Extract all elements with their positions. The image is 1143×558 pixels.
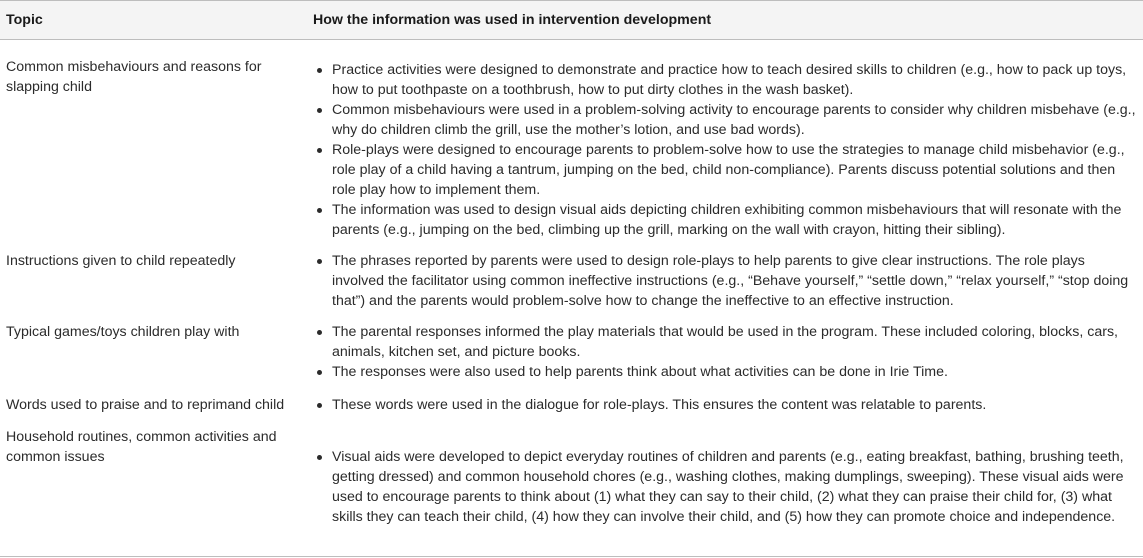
list-item: Practice activities were designed to demonstrate and practice how to teach desired skills to children (e.g., how to pack up toys, how to put toothpaste on a toothbrush, how to put dirty clothes in the wash basket). — [313, 60, 1139, 100]
row-uses — [313, 395, 1143, 415]
table-row — [0, 415, 1143, 527]
table-bottom-rule — [0, 556, 1143, 557]
row-uses — [313, 251, 1143, 311]
row-topic: Words used to praise and to reprimand child — [6, 397, 285, 413]
row-topic: Instructions given to child repeatedly — [6, 253, 236, 269]
list-item: Visual aids were developed to depict everyday routines of children and parents (e.g., eating breakfast, bathing, brushing teeth, getting dressed) and common household chores (e.g., washing clothes, making dumplings, sweeping). These visual aids were used to encourage parents to think about (1) what they can say to their child, (2) what they can praise their child for, (3) what skills they can teach their child, (4) how they can involve their child, and (5) how they can promote choice and independence. — [313, 447, 1139, 527]
row-uses — [313, 57, 1143, 240]
row-topic: Common misbehaviours and reasons for slapping child — [6, 59, 262, 95]
table-row — [0, 240, 1143, 311]
table-header-row — [0, 0, 1143, 40]
header-topic: Topic — [6, 12, 43, 28]
row-uses — [313, 427, 1143, 527]
list-item: The responses were also used to help parents think about what activities can be done in Irie Time. — [313, 362, 1139, 382]
table-row — [0, 311, 1143, 382]
table-row — [0, 382, 1143, 415]
list-item: The information was used to design visual aids depicting children exhibiting common misbehaviours that will resonate with the parents (e.g., jumping on the bed, climbing up the grill, marking on the wall with crayon, hitting their sibling). — [313, 200, 1139, 240]
row-topic: Household routines, common activities and common issues — [6, 429, 277, 465]
list-item: Role-plays were designed to encourage parents to problem-solve how to use the strategies to manage child misbehavior (e.g., role play of a child having a tantrum, jumping on the bed, child non-compliance). Parents discuss potential solutions and then role play how to implement them. — [313, 140, 1139, 200]
header-use: How the information was used in intervention development — [313, 12, 712, 28]
list-item: Common misbehaviours were used in a problem-solving activity to encourage parents to consider why children misbehave (e.g., why do children climb the grill, use the mother’s lotion, and use bad words). — [313, 100, 1139, 140]
row-uses — [313, 322, 1143, 382]
list-item: These words were used in the dialogue for role-plays. This ensures the content was relatable to parents. — [313, 395, 1139, 415]
list-item: The parental responses informed the play materials that would be used in the program. These included coloring, blocks, cars, animals, kitchen set, and picture books. — [313, 322, 1139, 362]
row-topic: Typical games/toys children play with — [6, 324, 240, 340]
table-row — [0, 40, 1143, 240]
list-item: The phrases reported by parents were used to design role-plays to help parents to give clear instructions. The role plays involved the facilitator using common ineffective instructions (e.g., “Behave yourself,” “settle down,” “relax yourself,” “stop doing that”) and the parents would problem-solve how to change the ineffective to an effective instruction. — [313, 251, 1139, 311]
